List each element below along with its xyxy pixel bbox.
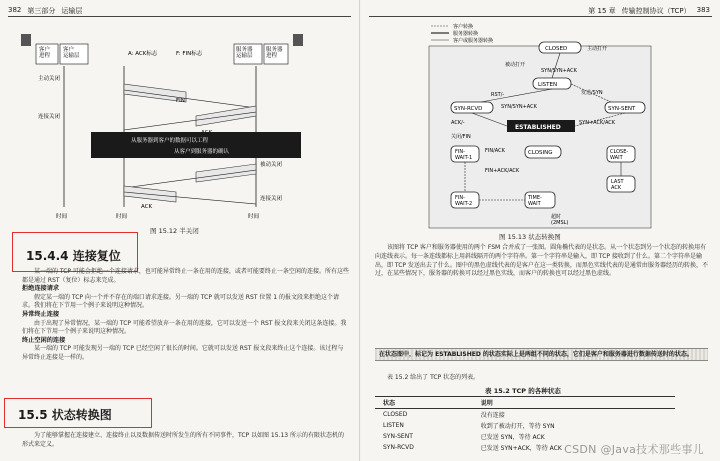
final-fin-arrow — [124, 170, 256, 188]
half-close-figure — [16, 22, 316, 222]
chapter-title: 传输控制协议（TCP） — [621, 7, 691, 15]
syn-syn-ack-top: SYN/SYN+ACK — [541, 68, 577, 74]
conn-closed-right-label: 连接关闭 — [260, 196, 283, 202]
paragraph: 假定某一端的 TCP 向一个并不存在的端口请求连接。另一端的 TCP 就可以发送 RST 位置 1 的报文段来拒绝这个请求。我们将在下节用一个例子来说明这种情况。 — [22, 293, 339, 310]
time-mid-label: 时间 — [116, 214, 128, 220]
table-cell: 没有连接 — [480, 412, 505, 419]
time-right-label: 时间 — [248, 214, 260, 220]
state-established-label: ESTABLISHED — [515, 124, 561, 131]
state-fin-wait-2-label: FIN-WAIT-2 — [455, 195, 473, 207]
fin-ack-ack-label: FIN+ACK/ACK — [485, 168, 520, 174]
left-part-title: 运输层 — [61, 7, 83, 15]
state-transition-diagram — [421, 20, 661, 230]
state-fin-wait-1-label: FIN-WAIT-1 — [455, 149, 473, 161]
legend-fin: F: FIN标志 — [176, 51, 203, 57]
legend-both: 客户或服务器转换 — [453, 38, 494, 44]
server-computer-icon — [293, 34, 303, 46]
legend-client: 客户转换 — [453, 24, 474, 30]
state-closed-label: CLOSED — [545, 46, 568, 52]
paragraph: 由于出现了异常情况，某一端的 TCP 可能希望放弃一条在用的连接，它可以发送一个 RST 报文段来关闭这条连接。我们将在下节用一个例子来说明这种情况。 — [22, 319, 347, 336]
syn-syn-ack-mid: SYN/SYN+ACK — [501, 104, 537, 110]
final-ack-segment — [124, 186, 176, 202]
table-header-row — [375, 397, 675, 409]
table-cell: 收到了被动打开，等待 SYN — [480, 423, 555, 430]
note-box: 在状态图中，标记为 ESTABLISHED 的状态实际上是两组不同的状态，它们是客户和服务器进行数据传送时的状态。 — [375, 348, 708, 361]
right-header-rule — [369, 16, 712, 17]
final-ack-label: ACK — [141, 204, 153, 210]
left-part-label: 第三部分 — [27, 7, 56, 15]
paragraph: 表 15.2 给出了 TCP 状态的列表。 — [387, 374, 480, 381]
paragraph: 为了能够掌握在连接建立、连接终止以及数据传送时所发生的所有不同事件，TCP 以如图 15.13 所示的有限状态机的形式来定义。 — [22, 432, 345, 448]
right-page — [361, 0, 720, 461]
syn-ack-ack-label: SYN+ACK/ACK — [579, 120, 616, 126]
fin-arrow — [124, 90, 256, 108]
client-transport-label: 客户运输层 — [63, 47, 80, 59]
active-close-label: 主动关闭 — [38, 76, 61, 82]
table-cell: CLOSED — [383, 411, 408, 418]
subheading: 拒绝连接请求 — [22, 285, 60, 293]
rst-label: RST/- — [491, 92, 505, 98]
table-row — [375, 409, 675, 421]
body-text-block-2 — [22, 432, 349, 449]
fig-15-13-caption: 图 15.13 状态转换图 — [499, 233, 561, 241]
paragraph: 某一端的 TCP 可能发现另一端的 TCP 已经空闲了很长的时间。它就可以发送 RST 报文段来终止这个连接。该过程与异常终止连接是一样的。 — [22, 345, 344, 361]
subheading: 异常终止连接 — [22, 310, 60, 318]
state-close-wait-label: CLOSE-WAIT — [610, 149, 629, 161]
fin-label: FIN — [176, 98, 185, 104]
time-left-label: 时间 — [56, 214, 68, 220]
client-computer-icon — [21, 34, 31, 46]
half-open-text-2: 从客户到服务器的确认 — [174, 149, 230, 155]
table-header-state: 状态 — [375, 397, 473, 409]
final-fin-segment — [196, 164, 256, 182]
table-row — [375, 420, 675, 431]
table-title: 表 15.2 TCP 的各种状态 — [485, 387, 561, 395]
timeout-label: 超时(2MSL) — [551, 214, 569, 226]
state-syn-sent-label: SYN-SENT — [608, 106, 636, 112]
fig-15-12-caption: 图 15.12 半关闭 — [150, 227, 199, 235]
ack-arrow — [124, 112, 256, 130]
server-process-label: 服务器进程 — [266, 47, 283, 59]
section-15-4-4-title: 15.4.4 连接复位 — [26, 249, 121, 263]
section-15-5-title: 15.5 状态转换图 — [18, 408, 112, 422]
half-close-diagram — [16, 22, 316, 222]
send-syn-label: 发送/SYN — [581, 90, 603, 96]
half-open-text: 从服务器到客户的数据可以工程 — [131, 138, 209, 144]
right-body-text — [375, 244, 708, 279]
active-open-label: 主动打开 — [587, 46, 608, 52]
csdn-watermark: CSDN @Java技术那些事儿 — [564, 443, 704, 456]
ack-dash-label: ACK/- — [451, 120, 465, 126]
passive-close-label: 被动关闭 — [260, 162, 283, 168]
server-transport-label: 服务器运输层 — [236, 47, 253, 59]
state-listen-label: LISTEN — [538, 82, 558, 88]
client-process-label: 客户进程 — [39, 47, 51, 59]
table-cell: SYN-RCVD — [383, 444, 414, 451]
paragraph: 该图将 TCP 客户和服务器使用的两个 FSM 合并成了一张图。圆角椭代表的是状态。从一个状态到另一个状态的转换用有向连线表示。每一条连线都标上用斜线隔开的两个字符串。第一个字符串是输入，即 TCP 接收到了什么。第二个字符串是输出，即 TCP 发送出去了什么。图中的黑色虚线代表的是客户在这一类转换，而黑色实线代表的是通常由服务器经历的转换，不过，在某些情况下，服务器的转换可以经过黑色实线，而客户的转换也可以经过黑色虚线。 — [375, 244, 708, 278]
left-page-header — [8, 6, 82, 16]
close-fin-label-left: 关闭/FIN — [451, 134, 471, 140]
state-syn-rcvd-label: SYN-RCVD — [454, 106, 483, 112]
connection-closed-label: 连接关闭 — [38, 114, 61, 120]
state-time-wait-label: TIME-WAIT — [528, 195, 542, 207]
body-text-block-1 — [22, 268, 349, 363]
table-header-desc: 说明 — [473, 397, 675, 409]
left-page-number: 382 — [8, 6, 22, 14]
paragraph: 某一端的 TCP 可能会拒绝一个连接请求，也可能异常终止一条在用的连接，或者可能要终止一条空闲的连接。所有这些都是通过 RST（复位）标志来完成。 — [22, 268, 349, 284]
passive-open-label: 被动打开 — [505, 62, 526, 68]
right-page-number: 383 — [696, 6, 710, 14]
fin-ack-label: FIN/ACK — [485, 148, 505, 154]
state-last-ack-label: LAST ACK — [611, 179, 624, 191]
table-cell: LISTEN — [383, 422, 404, 429]
chapter-label: 第 15 章 — [588, 7, 616, 15]
legend-server: 服务器转换 — [453, 31, 479, 37]
table-cell: 已发送 SYN，等待 ACK — [480, 434, 545, 441]
state-transition-figure — [421, 20, 661, 230]
left-header-rule — [8, 16, 351, 17]
right-page-header — [588, 6, 710, 16]
subheading: 终止空闲的连接 — [22, 336, 66, 344]
table-intro — [375, 374, 708, 383]
table-cell: 已发送 SYN+ACK，等待 ACK — [480, 445, 562, 452]
legend-ack: A: ACK标志 — [128, 51, 158, 57]
state-closing-label: CLOSING — [528, 150, 553, 156]
table-cell: SYN-SENT — [383, 433, 413, 440]
